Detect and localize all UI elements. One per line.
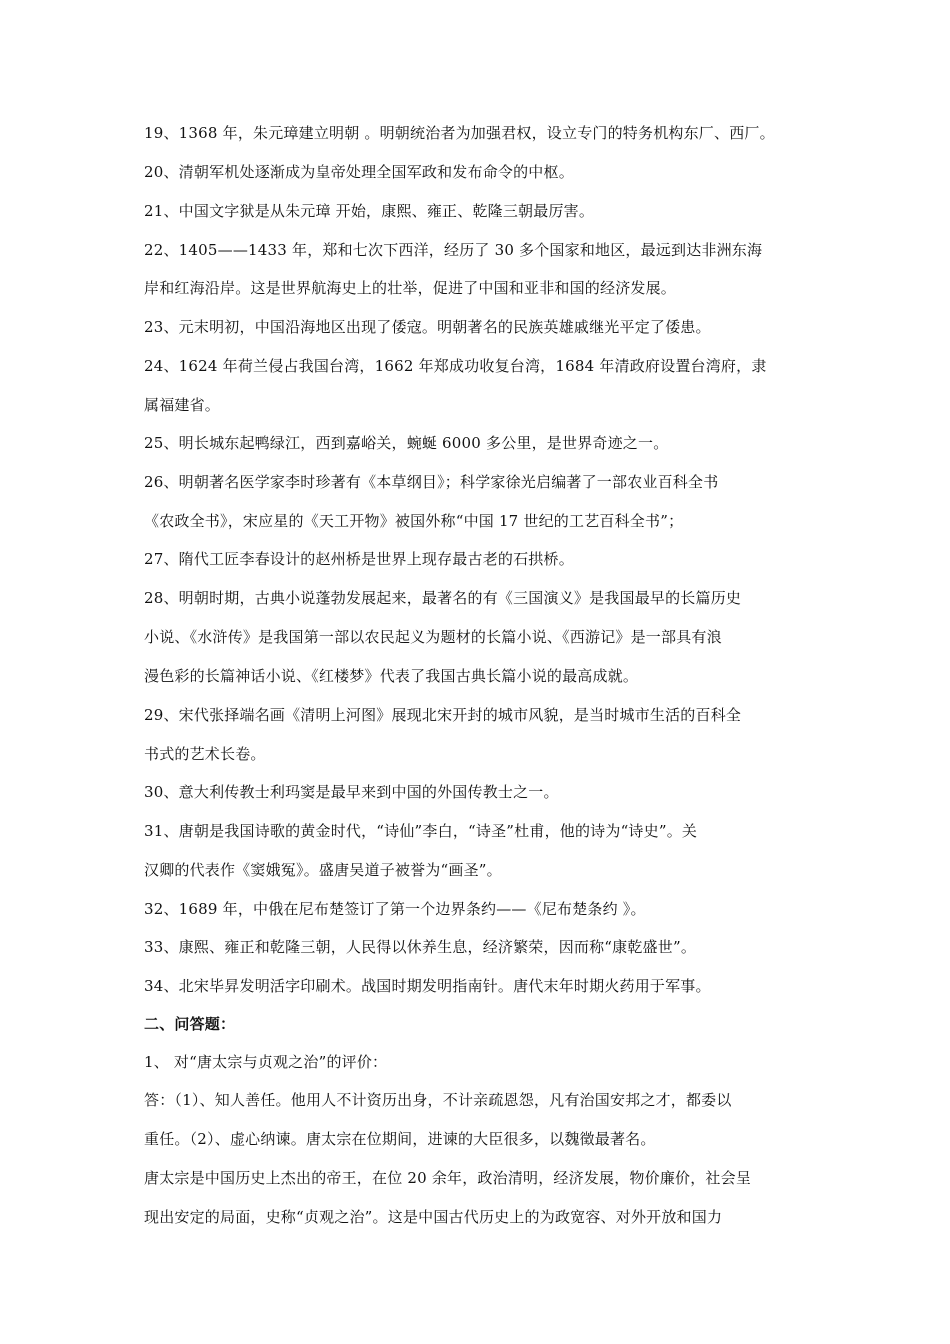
text-line: 1、 对“唐太宗与贞观之治”的评价： (144, 1053, 388, 1071)
text-line: 漫色彩的长篇神话小说、《红楼梦》代表了我国古典长篇小说的最高成就。 (144, 667, 639, 685)
text-line: 汉卿的代表作《窦娥冤》。盛唐吴道子被誉为“画圣”。 (144, 861, 502, 879)
text-line: 属福建省。 (144, 396, 221, 414)
text-line: 答：（1）、知人善任。他用人不计资历出身，不计亲疏恩怨，凡有治国安邦之才，都委以 (144, 1091, 732, 1109)
text-line: 唐太宗是中国历史上杰出的帝王，在位 20 余年，政治清明，经济发展，物价廉价，社会呈 (144, 1169, 752, 1187)
text-line: 27、隋代工匠李春设计的赵州桥是世界上现存最古老的石拱桥。 (144, 550, 574, 568)
text-line: 24、1624 年荷兰侵占我国台湾，1662 年郑成功收复台湾，1684 年清政府设置台湾府，隶 (144, 357, 767, 375)
text-line: 30、意大利传教士利玛窦是最早来到中国的外国传教士之一。 (144, 783, 559, 801)
text-line: 22、1405——1433 年，郑和七次下西洋，经历了 30 多个国家和地区，最远到达非洲东海 (144, 241, 763, 259)
text-line: 31、唐朝是我国诗歌的黄金时代，“诗仙”李白，“诗圣”杜甫，他的诗为“诗史”。关 (144, 822, 698, 840)
text-line: 23、元末明初，中国沿海地区出现了倭寇。明朝著名的民族英雄戚继光平定了倭患。 (144, 318, 711, 336)
text-line: 重任。（2）、虚心纳谏。唐太宗在位期间，进谏的大臣很多，以魏徵最著名。 (144, 1130, 656, 1148)
text-line: 《农政全书》，宋应星的《天工开物》被国外称“中国 17 世纪的工艺百科全书”； (144, 512, 684, 530)
text-line: 21、中国文字狱是从朱元璋 开始，康熙、雍正、乾隆三朝最厉害。 (144, 202, 595, 220)
text-line: 岸和红海沿岸。这是世界航海史上的壮举，促进了中国和亚非和国的经济发展。 (144, 279, 677, 297)
text-line: 34、北宋毕昇发明活字印刷术。战国时期发明指南针。唐代末年时期火药用于军事。 (144, 977, 711, 995)
text-line: 25、明长城东起鸭绿江，西到嘉峪关，蜿蜒 6000 多公里，是世界奇迹之一。 (144, 434, 669, 452)
text-line: 现出安定的局面，史称“贞观之治”。这是中国古代历史上的为政宽容、对外开放和国力 (144, 1208, 723, 1226)
section-heading: 二、问答题： (144, 1015, 236, 1033)
text-line: 29、宋代张择端名画《清明上河图》展现北宋开封的城市风貌，是当时城市生活的百科全 (144, 706, 742, 724)
text-line: 小说、《水浒传》是我国第一部以农民起义为题材的长篇小说、《西游记》是一部具有浪 (144, 628, 722, 646)
text-line: 32、1689 年，中俄在尼布楚签订了第一个边界条约——《尼布楚条约 》。 (144, 900, 646, 918)
text-line: 33、康熙、雍正和乾隆三朝，人民得以休养生息，经济繁荣，因而称“康乾盛世”。 (144, 938, 697, 956)
text-line: 28、明朝时期，古典小说蓬勃发展起来，最著名的有《三国演义》是我国最早的长篇历史 (144, 589, 742, 607)
text-line: 书式的艺术长卷。 (144, 745, 266, 763)
text-line: 26、明朝著名医学家李时珍著有《本草纲目》；科学家徐光启编著了一部农业百科全书 (144, 473, 719, 491)
text-line: 19、1368 年，朱元璋建立明朝 。明朝统治者为加强君权，设立专门的特务机构东厂、西厂。 (144, 124, 775, 142)
text-line: 20、清朝军机处逐渐成为皇帝处理全国军政和发布命令的中枢。 (144, 163, 574, 181)
